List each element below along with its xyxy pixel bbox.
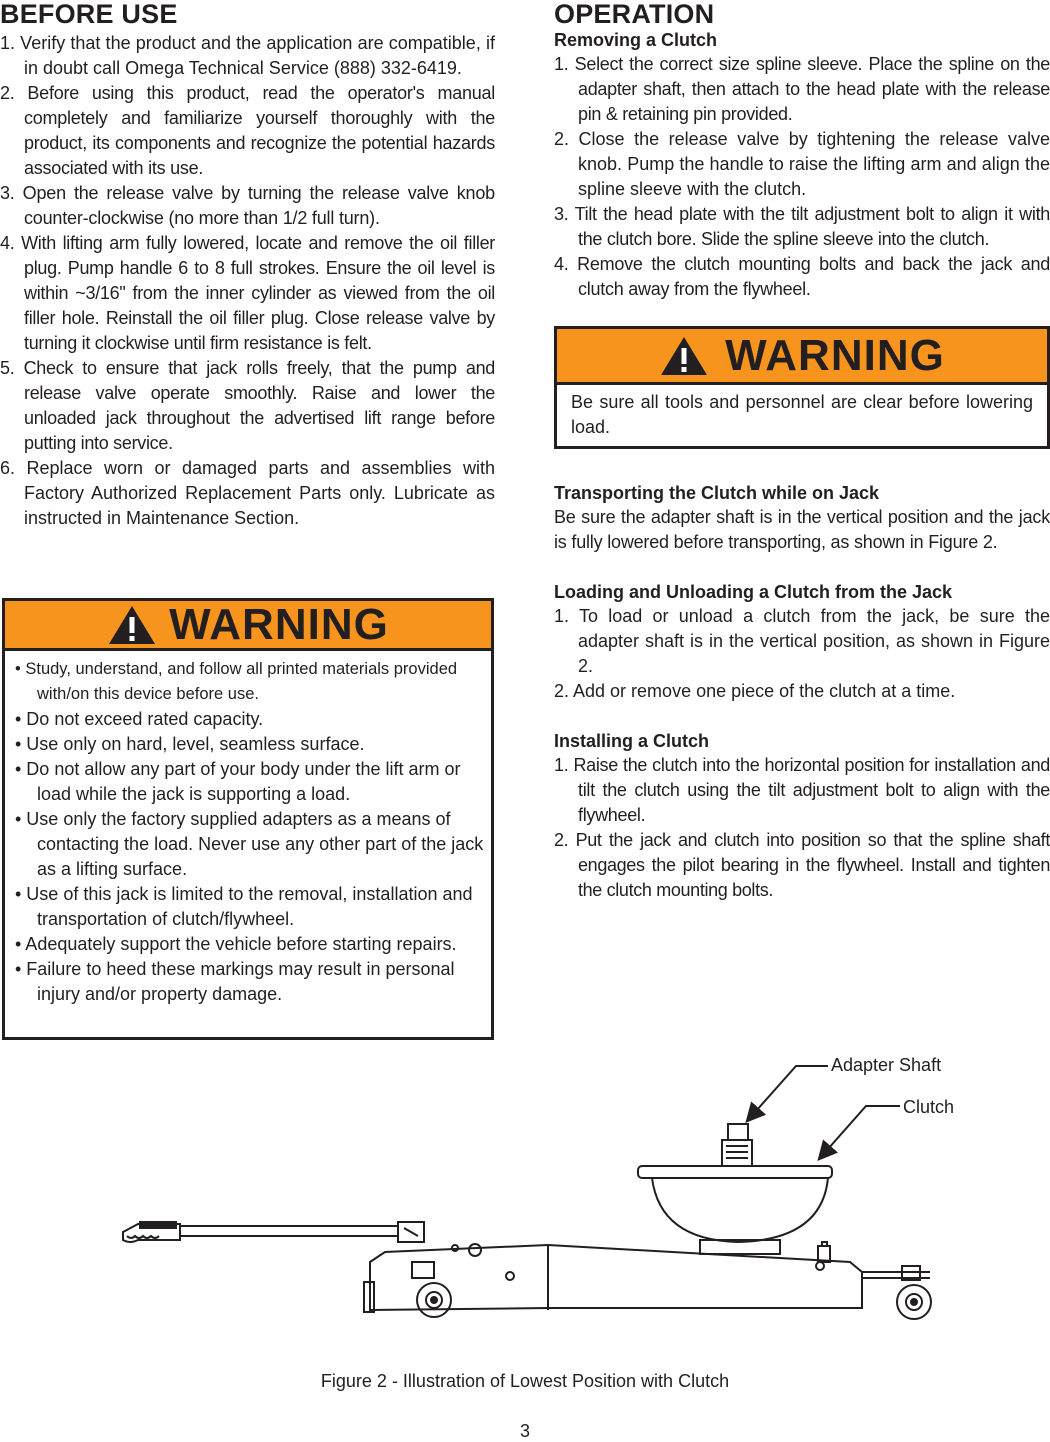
operation-section [554, 0, 1050, 903]
warning-bullet-2: • Do not exceed rated capacity. [15, 709, 264, 729]
before-use-item-6: 6. Replace worn or damaged parts and assemblies with Factory Authorized Replacement Parts only. Lubricate as instructed in Maintenance Section. [0, 458, 495, 528]
warning-header-right [557, 329, 1047, 385]
installing-title: Installing a Clutch [554, 731, 710, 751]
figure-caption: Figure 2 - Illustration of Lowest Position with Clutch [320, 1371, 730, 1391]
warning-box-right [554, 326, 1050, 449]
removing-clutch-list [554, 52, 1050, 302]
removing-item-1: 1. Select the correct size spline sleeve. Place the spline on the adapter shaft, then attach to the head plate with the release pin & retaining pin provided. [554, 54, 1050, 124]
rear-wheel [897, 1266, 931, 1319]
warning-box-left [2, 598, 494, 1040]
removing-item-2: 2. Close the release valve by tightening the release valve knob. Pump the handle to raise the lifting arm and align the spline sleeve with the clutch. [554, 129, 1050, 199]
jack-illustration [0, 1040, 1050, 1360]
clutch-assembly [638, 1124, 832, 1254]
before-use-item-5: 5. Check to ensure that jack rolls freely, that the pump and release valve operate smoothly. Raise and lower the unloaded jack throughout the advertised lift range before putting into service. [0, 358, 495, 453]
warning-bullets-left [5, 651, 491, 1007]
before-use-item-3: 3. Open the release valve by turning the release valve knob counter-clockwise (no more than 1/2 full turn). [0, 183, 495, 228]
warning-title-left: WARNING [169, 599, 389, 649]
before-use-item-4: 4. With lifting arm fully lowered, locate and remove the oil filler plug. Pump handle 6 to 8 full strokes. Ensure the oil level is within ~3/16" from the inner cylinder as viewed from the oil filler hole. Reinstall the oil filler plug. Close release valve by turning it clockwise until firm resistance is felt. [0, 233, 495, 353]
jack-handle [123, 1222, 424, 1242]
warning-bullet-7: • Adequately support the vehicle before starting repairs. [15, 934, 457, 954]
warning-bullet-1: • Study, understand, and follow all printed materials provided with/on this device before use. [15, 660, 458, 703]
before-use-heading: BEFORE USE [0, 0, 178, 29]
warning-bullet-6: • Use of this jack is limited to the removal, installation and transportation of clutch/flywheel. [15, 884, 473, 929]
warning-triangle-icon [107, 604, 157, 646]
before-use-item-2: 2. Before using this product, read the operator's manual completely and familiarize yourself thoroughly with the product, its components and recognize the potential hazards associated with its use. [0, 83, 495, 178]
warning-bullet-3: • Use only on hard, level, seamless surface. [15, 734, 365, 754]
warning-title-right: WARNING [725, 330, 945, 380]
transporting-text: Be sure the adapter shaft is in the vertical position and the jack is fully lowered before transporting, as shown in Figure 2. [554, 507, 1050, 552]
jack-frame [364, 1242, 930, 1312]
adapter-shaft-label: Adapter Shaft [831, 1055, 942, 1075]
installing-item-2: 2. Put the jack and clutch into position so that the spline shaft engages the pilot bearing in the flywheel. Install and tighten the clutch mounting bolts. [554, 830, 1050, 900]
loading-list [554, 604, 1050, 704]
clutch-label: Clutch [903, 1097, 955, 1117]
warning-bullet-5: • Use only the factory supplied adapters as a means of contacting the load. Never use any other part of the jack as a lifting surface. [15, 809, 484, 879]
installing-list [554, 753, 1050, 903]
installing-item-1: 1. Raise the clutch into the horizontal position for installation and tilt the clutch using the tilt adjustment bolt to align with the flywheel. [554, 755, 1050, 825]
warning-header-left [5, 601, 491, 651]
warning-bullet-4: • Do not allow any part of your body under the lift arm or load while the jack is supporting a load. [15, 759, 461, 804]
transporting-title: Transporting the Clutch while on Jack [554, 483, 880, 503]
loading-title: Loading and Unloading a Clutch from the Jack [554, 582, 953, 602]
warning-triangle-icon [659, 335, 709, 377]
adapter-leader-line [748, 1066, 828, 1120]
before-use-item-1: 1. Verify that the product and the application are compatible, if in doubt call Omega Technical Service (888) 332-6419. [0, 33, 495, 78]
before-use-section [0, 0, 495, 531]
before-use-list [0, 31, 495, 531]
loading-item-2: 2. Add or remove one piece of the clutch at a time. [554, 681, 956, 701]
operation-heading: OPERATION [554, 0, 715, 29]
removing-item-3: 3. Tilt the head plate with the tilt adjustment bolt to align it with the clutch bore. Slide the spline sleeve into the clutch. [554, 204, 1050, 249]
removing-item-4: 4. Remove the clutch mounting bolts and back the jack and clutch away from the flywheel. [554, 254, 1050, 299]
removing-clutch-title: Removing a Clutch [554, 30, 718, 50]
loading-item-1: 1. To load or unload a clutch from the jack, be sure the adapter shaft is in the vertical position, as shown in Figure 2. [554, 606, 1050, 676]
page-number: 3 [519, 1421, 530, 1441]
warning-bullet-8: • Failure to heed these markings may result in personal injury and/or property damage. [15, 959, 455, 1004]
warning-text-right: Be sure all tools and personnel are clear before lowering load. [571, 392, 1033, 437]
clutch-leader-line [820, 1106, 900, 1158]
